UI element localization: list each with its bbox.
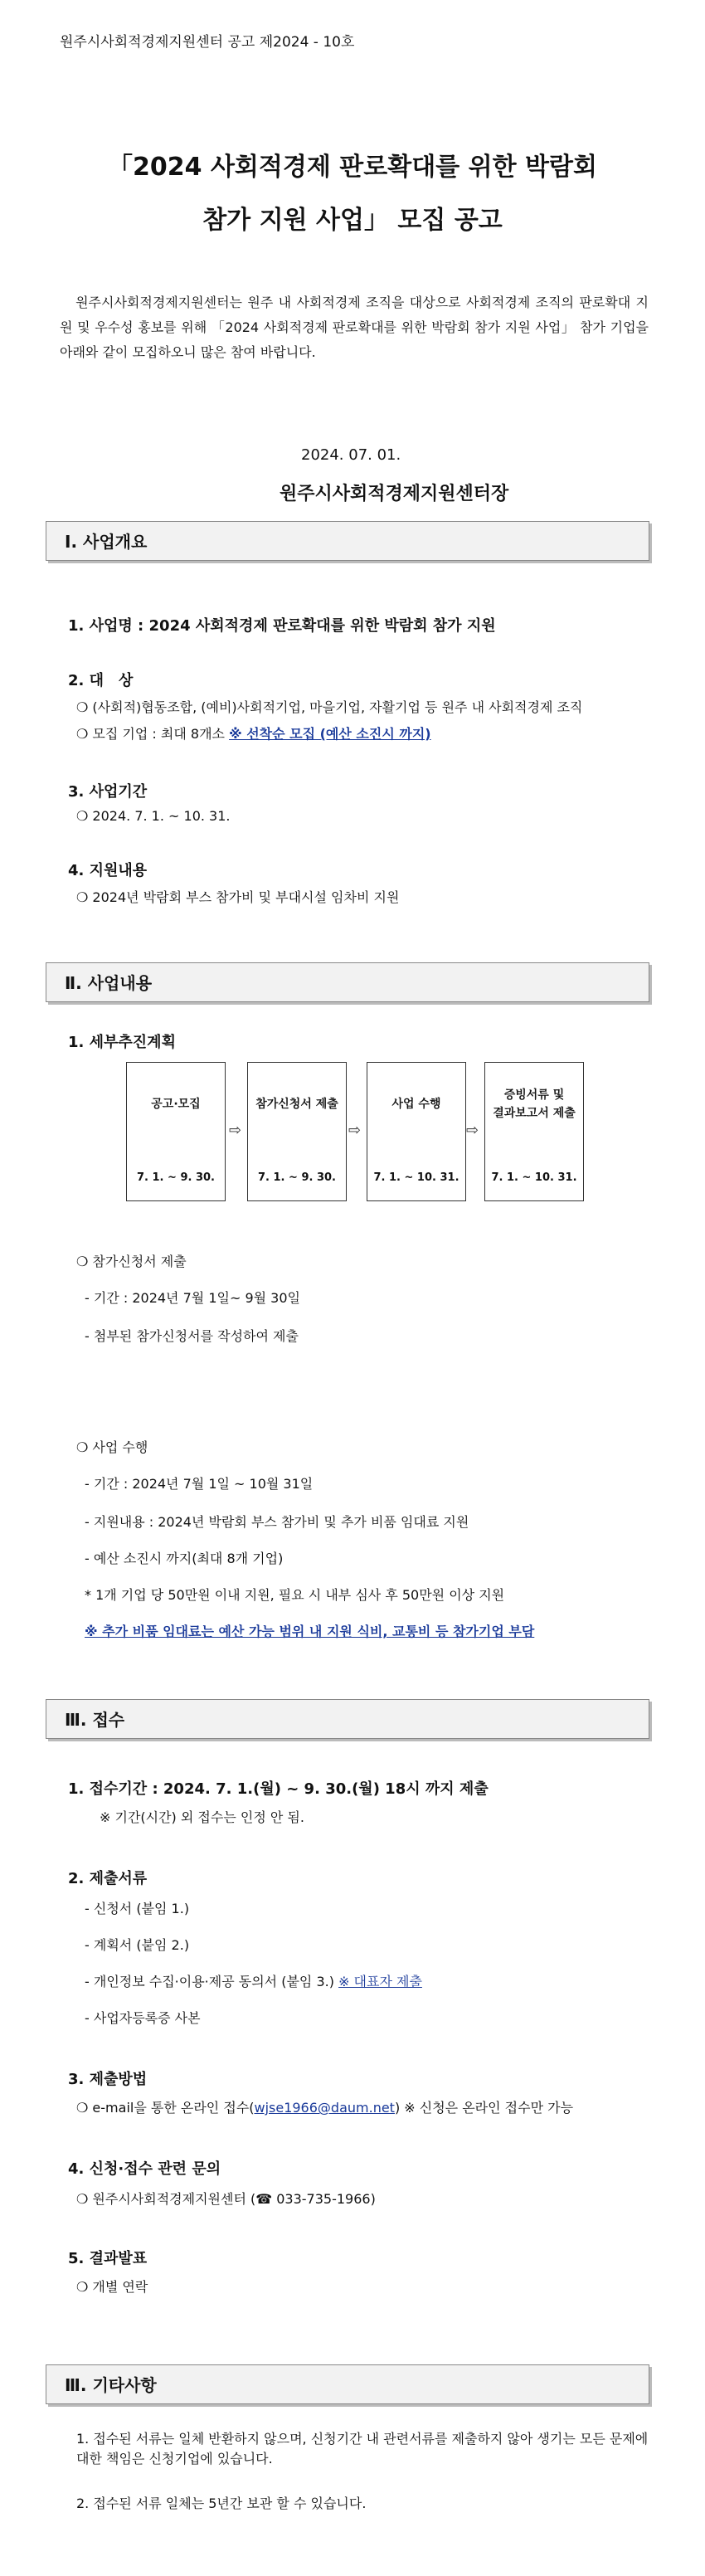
apply-form: - 첨부된 참가신청서를 작성하여 제출: [85, 1328, 299, 1344]
method-heading: 3. 제출방법: [68, 2071, 148, 2088]
step-title: 증빙서류 및 결과보고서 제출: [493, 1088, 576, 1120]
target-line2: [76, 723, 431, 743]
contact-line: ❍ 원주시사회적경제지원센터 (☎ 033-735-1966): [76, 2191, 376, 2207]
exec-period: - 기간 : 2024년 7월 1일 ~ 10월 31일: [85, 1476, 314, 1492]
doc-item: - 사업자등록증 사본: [85, 2010, 201, 2026]
announce-date: 2024. 07. 01.: [301, 446, 401, 464]
step-date: 7. 1. ~ 10. 31.: [491, 1171, 577, 1184]
step-date: 7. 1. ~ 9. 30.: [137, 1171, 215, 1184]
title-line1: 「2024 사회적경제 판로확대를 위한 박람회: [108, 153, 597, 182]
step-title: 사업 수행: [391, 1098, 441, 1111]
section-header-reception: Ⅲ. 접수: [46, 1699, 649, 1739]
step-title: 공고·모집: [151, 1098, 201, 1111]
exec-limit: * 1개 기업 당 50만원 이내 지원, 필요 시 내부 심사 후 50만원 이상 지원: [85, 1587, 505, 1603]
doc-item: - 신청서 (붙임 1.): [85, 1901, 190, 1916]
plan-heading: 1. 세부추진계획: [68, 1034, 176, 1051]
exec-support: - 지원내용 : 2024년 박람회 부스 참가비 및 추가 비품 임대료 지원: [85, 1514, 469, 1530]
intro-paragraph: [60, 290, 649, 365]
step-date: 7. 1. ~ 10. 31.: [373, 1171, 459, 1184]
step-box: [367, 1062, 466, 1201]
documents-heading: 2. 제출서류: [68, 1870, 148, 1887]
doc-number: 원주시사회적경제지원센터 공고 제2024 - 10호: [60, 34, 355, 51]
organization-name: 원주시사회적경제지원센터장: [280, 484, 509, 504]
target-recruit-text: ❍ 모집 기업 : 최대 8개소: [76, 726, 230, 742]
reception-note: ※ 기간(시간) 외 접수는 인정 안 됨.: [100, 1809, 304, 1825]
doc-item: [85, 1971, 422, 1990]
method-line: [76, 2097, 573, 2116]
section-header-overview: Ⅰ. 사업개요: [46, 521, 649, 561]
section-header-content: Ⅱ. 사업내용: [46, 962, 649, 1002]
method-note: ) ※ 신청은 온라인 접수만 가능: [394, 2100, 574, 2116]
apply-period: - 기간 : 2024년 7월 1일~ 9월 30일: [85, 1290, 300, 1306]
exec-heading: ❍ 사업 수행: [76, 1439, 148, 1455]
first-come-note: ※ 선착순 모집 (예산 소진시 까지): [229, 726, 431, 742]
project-name: 1. 사업명 : 2024 사회적경제 판로확대를 위한 박람회 참가 지원: [68, 617, 496, 635]
method-text: ❍ e-mail을 통한 온라인 접수(: [76, 2100, 255, 2116]
step-title: 참가신청서 제출: [255, 1098, 338, 1111]
step-box: [484, 1062, 584, 1201]
section-header-etc: Ⅲ. 기타사항: [46, 2364, 649, 2404]
doc-consent-text: - 개인정보 수집·이용·제공 동의서 (붙임 3.): [85, 1974, 339, 1989]
target-line1: ❍ (사회적)협동조합, (예비)사회적기업, 마을기업, 자활기업 등 원주 내 사회적경제 조직: [76, 699, 583, 715]
etc-item2: 2. 접수된 서류 일체는 5년간 보관 할 수 있습니다.: [76, 2496, 367, 2511]
representative-note: ※ 대표자 제출: [338, 1974, 422, 1989]
result-heading: 5. 결과발표: [68, 2250, 148, 2267]
etc-item1: 1. 접수된 서류는 일체 반환하지 않으며, 신청기간 내 관련서류를 제출하지 않아 생기는 모든 문제에 대한 책임은 신청기업에 있습니다.: [76, 2431, 649, 2466]
result-line: ❍ 개별 연락: [76, 2279, 148, 2295]
doc-item: - 계획서 (붙임 2.): [85, 1937, 190, 1953]
exec-budget: - 예산 소진시 까지(최대 8개 기업): [85, 1551, 284, 1566]
step-box: [247, 1062, 347, 1201]
period-heading: 3. 사업기간: [68, 783, 148, 801]
email-link[interactable]: wjse1966@daum.net: [254, 2100, 395, 2116]
exec-note: ※ 추가 비품 임대료는 예산 가능 범위 내 지원 식비, 교통비 등 참가기업 부담: [85, 1624, 535, 1639]
step-box: [126, 1062, 226, 1201]
support-line: ❍ 2024년 박람회 부스 참가비 및 부대시설 임차비 지원: [76, 889, 400, 905]
intro-text: 원주시사회적경제지원센터는 원주 내 사회적경제 조직을 대상으로 사회적경제 조직의 판로확대 지원 및 우수성 홍보를 위해 「2024 사회적경제 판로확대를 위한 박람회 참가 지원 사업」 참가 기업을 아래와 같이 모집하오니 많은 참여 바랍니다.: [60, 295, 649, 360]
contact-heading: 4. 신청·접수 관련 문의: [68, 2160, 221, 2178]
arrow-icon: ⇨: [466, 1122, 479, 1139]
step-date: 7. 1. ~ 9. 30.: [258, 1171, 336, 1184]
title-line2: 참가 지원 사업」 모집 공고: [202, 206, 503, 235]
arrow-icon: ⇨: [348, 1122, 362, 1139]
apply-heading: ❍ 참가신청서 제출: [76, 1254, 187, 1269]
support-heading: 4. 지원내용: [68, 862, 148, 879]
reception-period: 1. 접수기간 : 2024. 7. 1.(월) ~ 9. 30.(월) 18시 까지 제출: [68, 1780, 489, 1798]
arrow-icon: ⇨: [229, 1122, 242, 1139]
period-line: ❍ 2024. 7. 1. ~ 10. 31.: [76, 808, 231, 824]
target-heading: 2. 대 상: [68, 672, 134, 689]
